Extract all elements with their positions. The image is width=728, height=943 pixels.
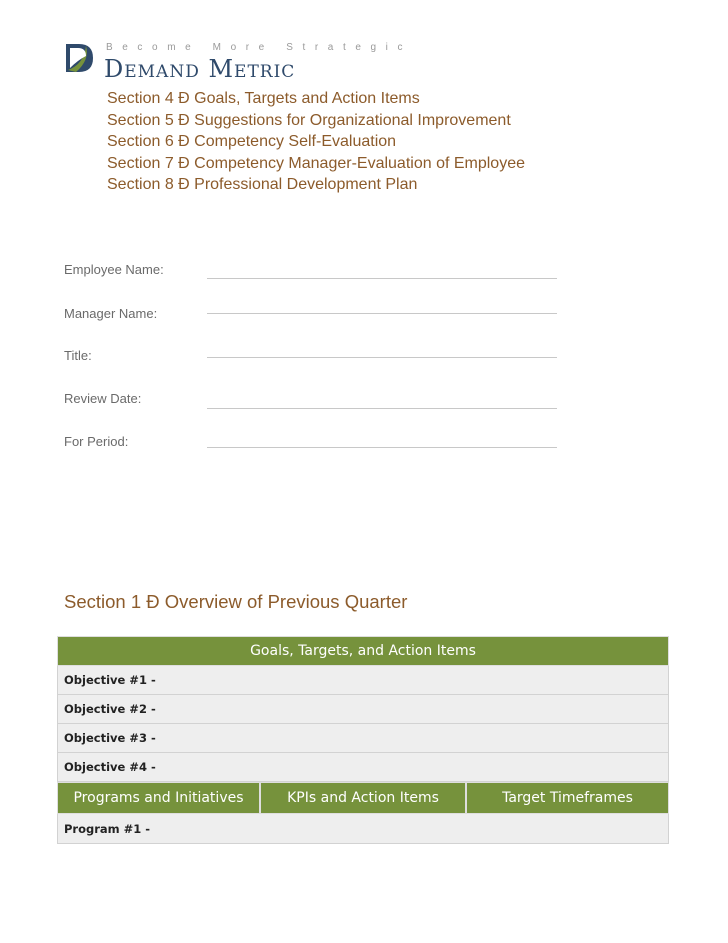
logo-tagline: Become More Strategic (106, 42, 413, 53)
program-row[interactable]: Program #1 - (57, 814, 669, 844)
manager-name-line (207, 313, 557, 314)
section-list-item: Section 5 Ð Suggestions for Organizational Improvement (107, 111, 511, 129)
review-date-label: Review Date: (64, 391, 142, 406)
objective-row[interactable]: Objective #3 - (57, 724, 669, 753)
title-label: Title: (64, 348, 92, 363)
column-header-timeframes: Target Timeframes (466, 782, 669, 814)
section-list-item: Section 6 Ð Competency Self-Evaluation (107, 133, 397, 150)
demand-metric-logo-mark-icon (64, 42, 94, 74)
demand-metric-logo (64, 40, 413, 83)
manager-name-field[interactable] (64, 306, 564, 326)
goals-table (57, 636, 669, 844)
employee-name-label: Employee Name: (64, 262, 164, 277)
review-date-field[interactable] (64, 391, 564, 411)
review-date-line (207, 408, 557, 409)
section-1-title: Section 1 Ð Overview of Previous Quarter (64, 591, 408, 612)
section-list-item: Section 8 Ð Professional Development Plan (107, 176, 418, 193)
goals-table-header: Goals, Targets, and Action Items (57, 636, 669, 666)
column-header-programs: Programs and Initiatives (57, 782, 260, 814)
column-header-kpis: KPIs and Action Items (260, 782, 466, 814)
programs-columns-header (57, 782, 669, 814)
for-period-field[interactable] (64, 434, 564, 454)
objective-row[interactable]: Objective #2 - (57, 695, 669, 724)
section-list-item: Section 7 Ð Competency Manager-Evaluation of Employee (107, 154, 525, 172)
objective-row[interactable]: Objective #4 - (57, 753, 669, 782)
logo-brand-name: Demand Metric (104, 55, 296, 83)
for-period-line (207, 447, 557, 448)
sections-list (107, 88, 525, 196)
for-period-label: For Period: (64, 434, 129, 449)
manager-name-label: Manager Name: (64, 306, 158, 321)
title-field[interactable] (64, 348, 564, 368)
title-line (207, 357, 557, 358)
employee-name-line (207, 278, 557, 279)
section-list-item: Section 4 Ð Goals, Targets and Action Items (107, 90, 420, 107)
objective-row[interactable]: Objective #1 - (57, 666, 669, 695)
employee-name-field[interactable] (64, 262, 564, 282)
